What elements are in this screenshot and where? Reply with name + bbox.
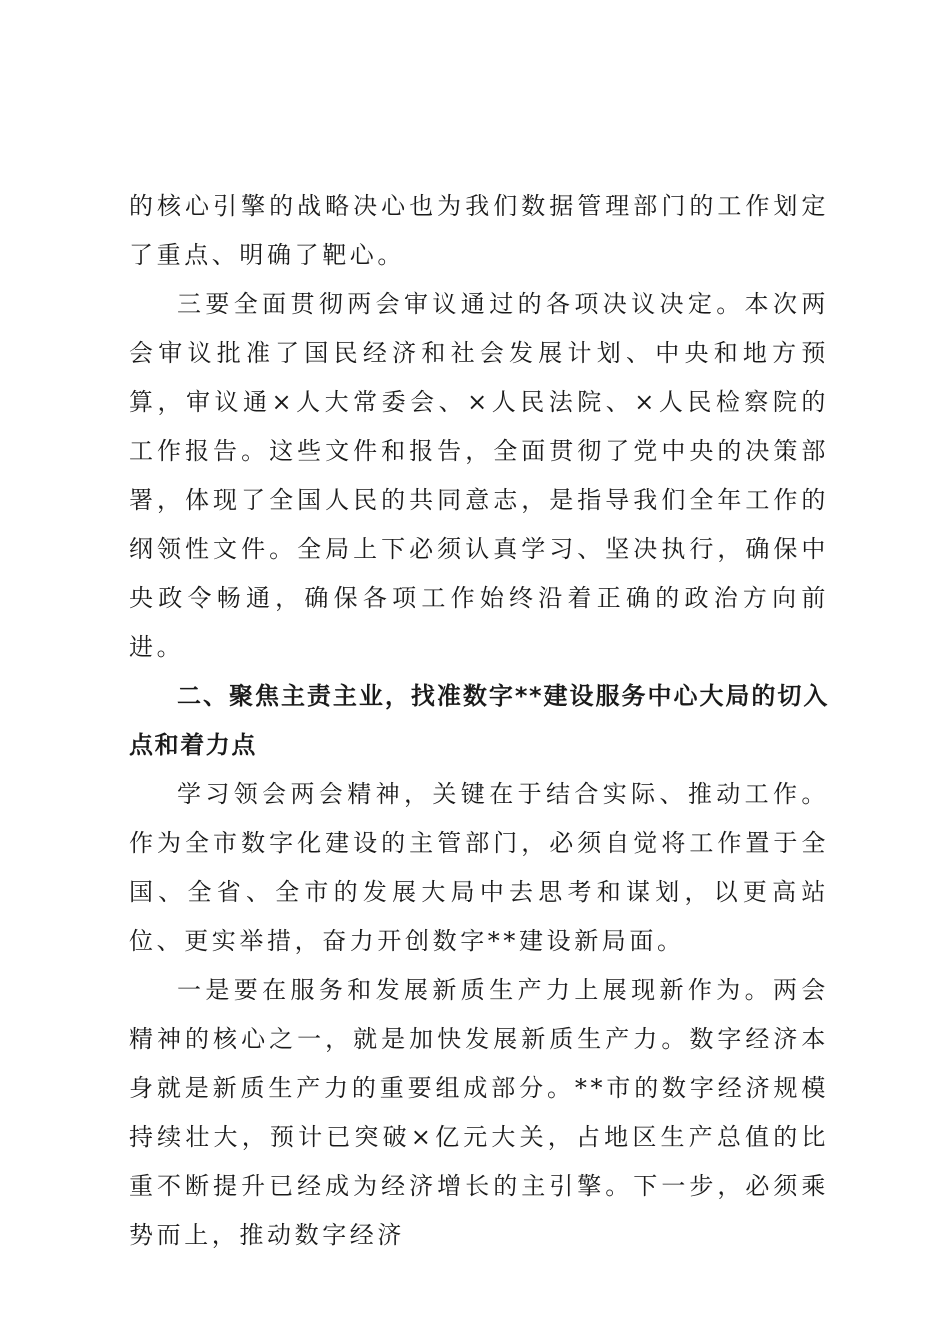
paragraph-continuation: 的核心引擎的战略决心也为我们数据管理部门的工作划定了重点、明确了靶心。 [129,192,829,269]
document-body [129,182,829,1260]
section-heading: 二、聚焦主责主业，找准数字**建设服务中心大局的切入点和着力点 [129,682,829,759]
paragraph-resolutions: 三要全面贯彻两会审议通过的各项决议决定。本次两会审议批准了国民经济和社会发展计划、中央和地方预算，审议通×人大常委会、×人民法院、×人民检察院的工作报告。这些文件和报告，全面贯彻了党中央的决策部署，体现了全国人民的共同意志，是指导我们全年工作的纲领性文件。全局上下必须认真学习、坚决执行，确保中央政令畅通，确保各项工作始终沿着正确的政治方向前进。 [129,290,829,661]
paragraph-study-spirit: 学习领会两会精神，关键在于结合实际、推动工作。作为全市数字化建设的主管部门，必须自觉将工作置于全国、全省、全市的发展大局中去思考和谋划，以更高站位、更实举措，奋力开创数字**建设新局面。 [129,780,829,955]
paragraph-new-productivity: 一是要在服务和发展新质生产力上展现新作为。两会精神的核心之一，就是加快发展新质生产力。数字经济本身就是新质生产力的重要组成部分。**市的数字经济规模持续壮大，预计已突破×亿元大关，占地区生产总值的比重不断提升已经成为经济增长的主引擎。下一步，必须乘势而上，推动数字经济 [129,976,829,1249]
